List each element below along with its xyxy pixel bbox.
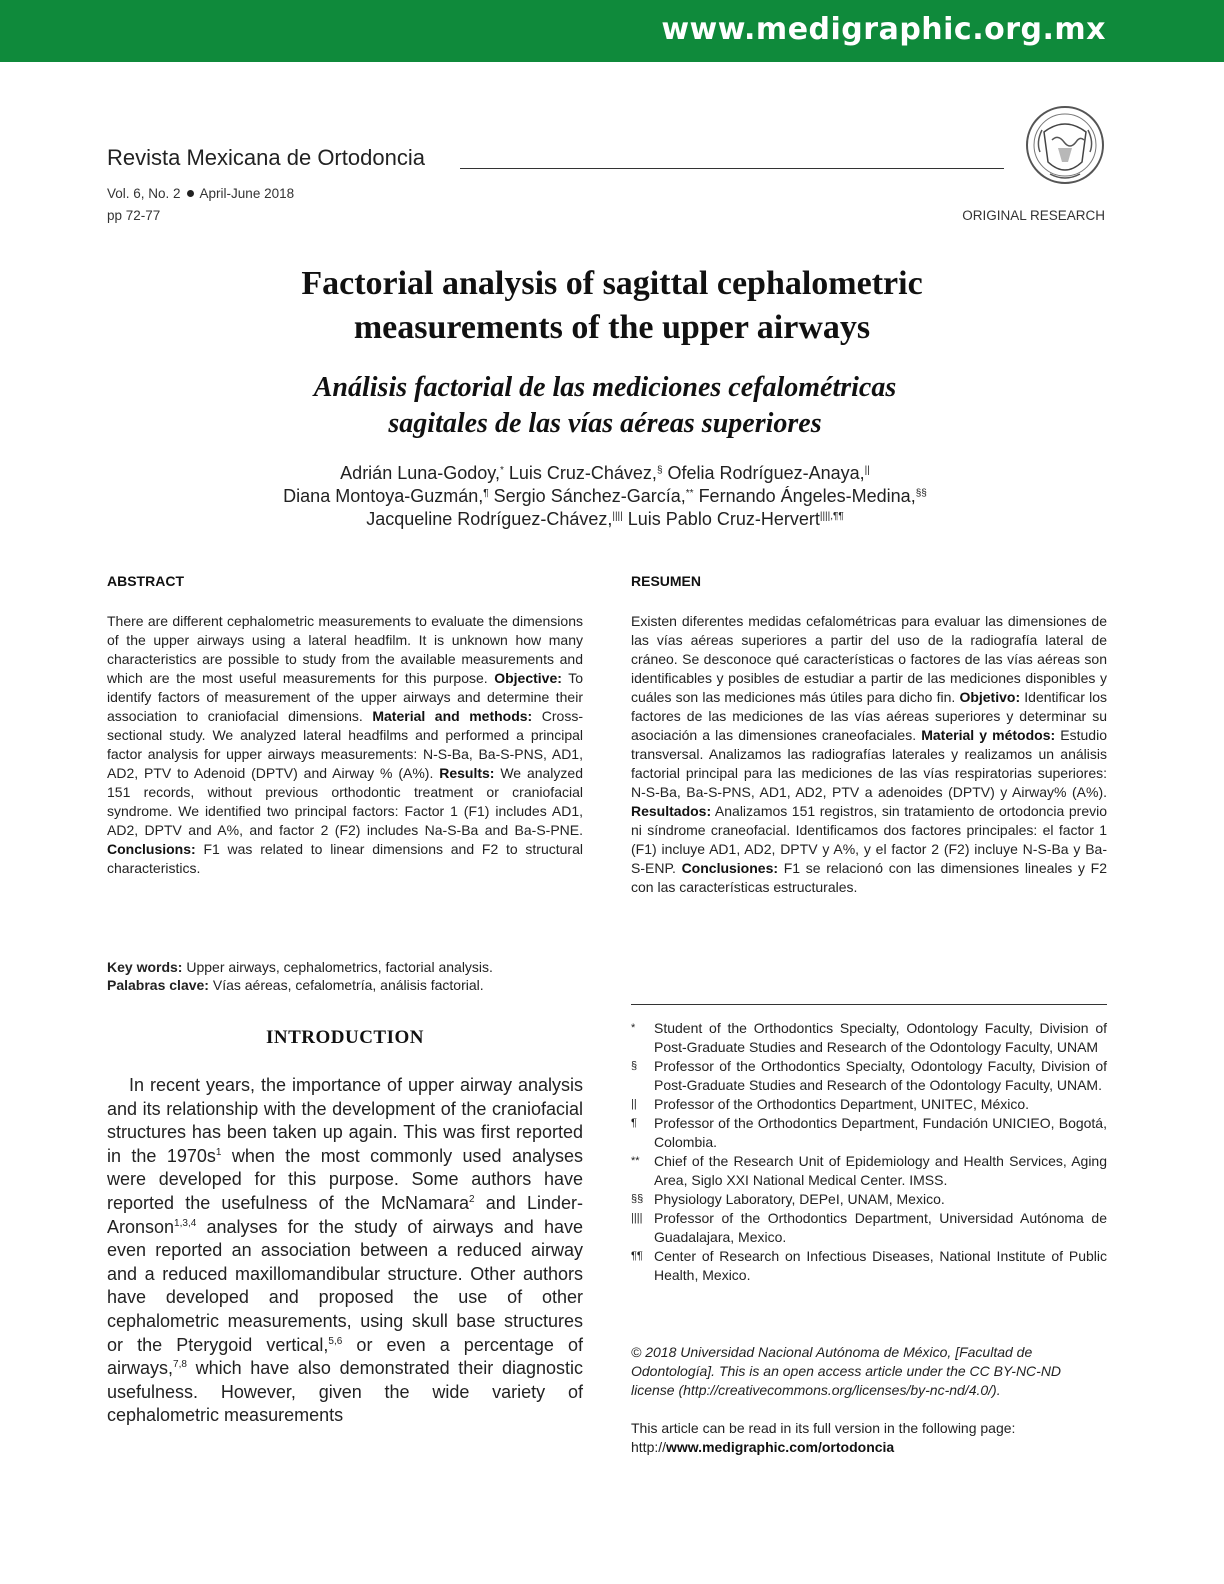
author-list bbox=[150, 462, 1060, 531]
affiliation-mark: * bbox=[499, 465, 504, 476]
footnote-mark: * bbox=[631, 1022, 636, 1034]
volume-info bbox=[107, 186, 294, 201]
footnote-item bbox=[631, 1247, 1107, 1285]
footnote-mark: § bbox=[631, 1060, 638, 1072]
abstract-methods-label: Material and methods: bbox=[372, 708, 533, 724]
resumen-conclusions: F1 se relacionó con las dimensiones lineales y F2 con las características estructurales. bbox=[631, 860, 1108, 895]
affiliation-mark: §§ bbox=[915, 488, 927, 499]
keywords-block bbox=[107, 958, 587, 994]
abstract-objective: To identify factors of measurement of the upper airways and determine their association to craniofacial dimensions. bbox=[107, 670, 584, 724]
intro-text-part: In recent years, the importance of upper airway analysis and its relationship with the development of the craniofacial structures has been taken up again. This was first reported in the 1970s bbox=[107, 1075, 583, 1166]
abstract-conclusions: F1 was related to linear dimensions and F2 to structural characteristics. bbox=[107, 841, 583, 876]
footnote-item bbox=[631, 1095, 1107, 1114]
full-version-link[interactable] bbox=[631, 1438, 1107, 1457]
issue-date: April-June 2018 bbox=[199, 186, 295, 201]
keywords-text: Upper airways, cephalometrics, factorial analysis. bbox=[186, 959, 493, 975]
resumen-conclusions-label: Conclusiones: bbox=[681, 860, 779, 876]
introduction-body bbox=[107, 1074, 583, 1428]
author-name: Sergio Sánchez-García, bbox=[493, 486, 686, 506]
footnote-mark: || bbox=[631, 1098, 637, 1110]
resumen-objective: Identificar los factores de las mediciones de las vías aéreas superiores y determinar su asociación a las dimensiones craneofaciales. bbox=[631, 689, 1108, 743]
author-name: Luis Pablo Cruz-Hervert bbox=[627, 509, 820, 529]
footnote-text: Professor of the Orthodontics Specialty, Odontology Faculty, Division of Post-Graduate Studies and Research of the Odontology Faculty, UNAM. bbox=[654, 1058, 1107, 1093]
citation-ref[interactable]: 5,6 bbox=[328, 1335, 343, 1347]
full-version-text: This article can be read in its full version in the following page: bbox=[631, 1420, 1016, 1436]
resumen-methods: Estudio transversal. Analizamos las radiografías laterales y realizamos un análisis factorial principal para las mediciones de las vías respiratorias superiores: N-S-Ba, Ba-S-PNS, AD1, AD2, PTV a adenoides (DPTV) y Airway% (A%). bbox=[631, 727, 1107, 800]
section-tag: ORIGINAL RESEARCH bbox=[962, 208, 1105, 223]
citation-ref[interactable]: 1 bbox=[215, 1146, 222, 1158]
affiliation-mark: || bbox=[864, 465, 870, 476]
resumen-results: Analizamos 151 registros, sin tratamiento de ortodoncia previo ni síndrome craneofacial. Identificamos dos factores principales: el factor 1 (F1) incluye AD1, AD2, DPTV y A%, y el factor 2 (F2) incluye N-S-Ba y Ba-S-ENP. bbox=[631, 803, 1107, 876]
author-name: Ofelia Rodríguez-Anaya, bbox=[667, 463, 865, 483]
abstract-methods: Cross-sectional study. We analyzed lateral headfilms and performed a principal factor analysis for upper airways measurements: N-S-Ba, Ba-S-PNS, AD1, AD2, PTV to Adenoid (DPTV) and Airway % (A%). bbox=[107, 708, 583, 781]
title-en-line2: measurements of the upper airways bbox=[353, 309, 871, 346]
affiliation-mark: ** bbox=[685, 488, 694, 499]
abstract-objective-label: Objective: bbox=[494, 670, 562, 686]
palabras-clave-text: Vías aéreas, cefalometría, análisis factorial. bbox=[212, 977, 484, 993]
abstract-conclusions-label: Conclusions: bbox=[107, 841, 196, 857]
abstract-results-label: Results: bbox=[439, 765, 495, 781]
title-en-line1: Factorial analysis of sagittal cephalometric bbox=[301, 265, 923, 302]
author-line-2 bbox=[150, 485, 1060, 508]
title-english bbox=[150, 262, 1074, 350]
link-prefix: http:// bbox=[631, 1439, 667, 1455]
footnote-mark: ** bbox=[631, 1155, 640, 1167]
title-spanish bbox=[150, 370, 1060, 442]
abstract-intro: There are different cephalometric measurements to evaluate the dimensions of the upper airways using a lateral headfilm. It is unknown how many characteristics are possible to study from the available measurements and which are the most useful measurements for this purpose. bbox=[107, 613, 583, 686]
affiliation-mark: ||||,¶¶ bbox=[819, 511, 844, 522]
author-name: Fernando Ángeles-Medina, bbox=[698, 486, 916, 506]
author-line-1 bbox=[150, 462, 1060, 485]
footnote-item bbox=[631, 1209, 1107, 1247]
abstract-results: We analyzed 151 records, without previous orthodontic treatment or craniofacial syndrome. We identified two principal factors: Factor 1 (F1) includes AD1, AD2, DPTV and A%, and factor 2 (F2) includes Na-S-Ba and Ba-S-PNE. bbox=[107, 765, 583, 838]
affiliation-footnotes bbox=[631, 1019, 1107, 1285]
citation-ref[interactable]: 2 bbox=[469, 1193, 475, 1205]
abstract-body bbox=[107, 612, 583, 878]
title-es-line1: Análisis factorial de las mediciones cefalométricas bbox=[313, 372, 897, 403]
resumen-heading: RESUMEN bbox=[631, 573, 702, 589]
university-seal-icon bbox=[1024, 102, 1106, 188]
page-range: pp 72-77 bbox=[107, 208, 161, 223]
intro-text-part: or even a percentage of airways, bbox=[107, 1334, 583, 1379]
intro-text-part: when the most commonly used analyses were developed for this purpose. Some authors have reported the usefulness of the McNamara bbox=[107, 1145, 583, 1213]
footnote-mark: ¶ bbox=[631, 1117, 637, 1129]
banner-url[interactable]: www.medigraphic.org.mx bbox=[661, 12, 1106, 47]
footnote-mark: |||| bbox=[631, 1212, 643, 1224]
resumen-intro: Existen diferentes medidas cefalométricas para evaluar las dimensiones de las vías aéreas superiores a partir del uso de la radiografía lateral de cráneo. Se desconoce qué características o factores de las vías aéreas son identificables y posibles de estudiar a partir de las mediciones disponibles y cuáles son las mediciones más útiles para dicho fin. bbox=[631, 613, 1107, 705]
intro-text-part: which have also demonstrated their diagnostic usefulness. However, given the wide variety of cephalometric measurements bbox=[107, 1358, 583, 1426]
resumen-methods-label: Material y métodos: bbox=[921, 727, 1056, 743]
affiliation-mark: § bbox=[656, 465, 663, 476]
resumen-body bbox=[631, 612, 1107, 897]
intro-text-part: and Linder-Aronson bbox=[107, 1192, 583, 1237]
keywords-label: Key words: bbox=[107, 959, 183, 975]
title-es-line2: sagitales de las vías aéreas superiores bbox=[388, 408, 822, 439]
footnote-mark: §§ bbox=[631, 1193, 644, 1205]
resumen-results-label: Resultados: bbox=[631, 803, 712, 819]
citation-ref[interactable]: 7,8 bbox=[173, 1359, 187, 1371]
top-banner bbox=[0, 0, 1224, 62]
footnote-rule bbox=[631, 1004, 1107, 1005]
abstract-heading: ABSTRACT bbox=[107, 573, 184, 589]
volume-number: Vol. 6, No. 2 bbox=[107, 186, 181, 201]
keywords-spanish bbox=[107, 976, 587, 994]
footnote-text: Professor of the Orthodontics Department, Fundación UNICIEO, Bogotá, Colombia. bbox=[654, 1115, 1107, 1150]
header-rule bbox=[460, 168, 1004, 169]
footnote-text: Center of Research on Infectious Diseases, National Institute of Public Health, Mexico. bbox=[654, 1248, 1107, 1283]
footnote-text: Chief of the Research Unit of Epidemiology and Health Services, Aging Area, Siglo XXI National Medical Center. IMSS. bbox=[654, 1153, 1107, 1188]
journal-name: Revista Mexicana de Ortodoncia bbox=[107, 145, 425, 170]
introduction-paragraph bbox=[107, 1074, 583, 1428]
footnote-item bbox=[631, 1114, 1107, 1152]
author-name: Diana Montoya-Guzmán, bbox=[283, 486, 484, 506]
palabras-clave-label: Palabras clave: bbox=[107, 977, 209, 993]
author-line-3 bbox=[150, 508, 1060, 531]
affiliation-mark: |||| bbox=[612, 511, 623, 522]
footnote-text: Student of the Orthodontics Specialty, Odontology Faculty, Division of Post-Graduate Studies and Research of the Odontology Faculty, UNAM bbox=[654, 1020, 1107, 1055]
keywords-english bbox=[107, 958, 587, 976]
author-name: Adrián Luna-Godoy, bbox=[340, 463, 500, 483]
copyright-notice: © 2018 Universidad Nacional Autónoma de México, [Facultad de Odontología]. This is an open access article under the CC BY-NC-ND license (http://creativecommons.org/licenses/by-nc-nd/4.0/). bbox=[631, 1344, 1062, 1398]
affiliation-mark: ¶ bbox=[483, 488, 489, 499]
footnote-item bbox=[631, 1190, 1107, 1209]
full-version-note bbox=[631, 1419, 1107, 1457]
footnote-item bbox=[631, 1152, 1107, 1190]
author-name: Jacqueline Rodríguez-Chávez, bbox=[366, 509, 613, 529]
citation-ref[interactable]: 1,3,4 bbox=[174, 1217, 197, 1229]
intro-text-part: analyses for the study of airways and have even reported an association between a reduced airway and a reduced maxillomandibular structure. Other authors have developed and proposed the use of other cephalometric measurements, using skull base structures or the Pterygoid vertical, bbox=[107, 1216, 583, 1355]
bullet-icon bbox=[187, 190, 194, 197]
introduction-heading: INTRODUCTION bbox=[265, 1027, 425, 1048]
footnote-item bbox=[631, 1019, 1107, 1057]
footnote-text: Physiology Laboratory, DEPeI, UNAM, Mexico. bbox=[654, 1191, 945, 1207]
author-name: Luis Cruz-Chávez, bbox=[508, 463, 657, 483]
footnote-mark: ¶¶ bbox=[631, 1250, 643, 1262]
footnote-text: Professor of the Orthodontics Department, UNITEC, México. bbox=[654, 1096, 1030, 1112]
link-url[interactable]: www.medigraphic.com/ortodoncia bbox=[666, 1439, 895, 1455]
footnote-text: Professor of the Orthodontics Department, Universidad Autónoma de Guadalajara, Mexico. bbox=[654, 1210, 1107, 1245]
resumen-objective-label: Objetivo: bbox=[959, 689, 1021, 705]
footnote-item bbox=[631, 1057, 1107, 1095]
